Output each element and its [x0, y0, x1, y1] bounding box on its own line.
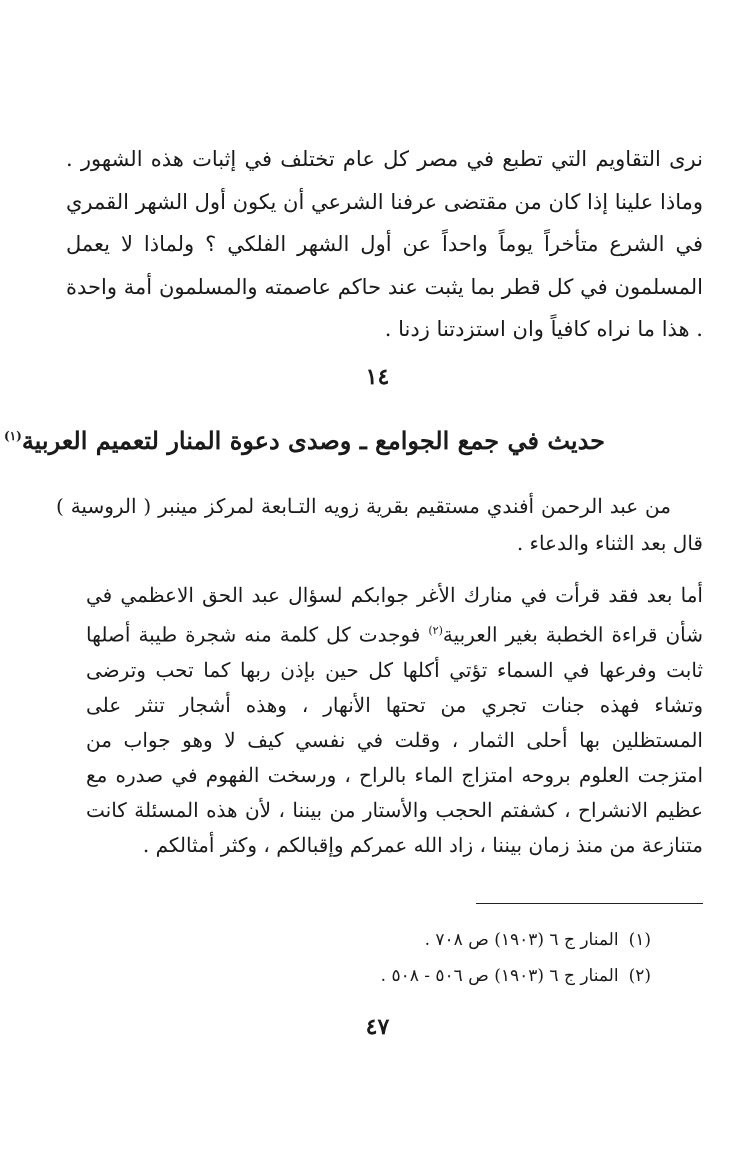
footnote-text: المنار ج ٦ (١٩٠٣) ص ٥٠٦ - ٥٠٨ . [380, 966, 619, 986]
footnotes-list [381, 922, 651, 994]
page-number: ٤٧ [365, 1014, 390, 1040]
footnote-number: (١) [628, 930, 651, 950]
footnote-text: المنار ج ٦ (١٩٠٣) ص ٧٠٨ . [424, 930, 619, 950]
letter-intro-text: من عبد الرحمن أفندي مستقيم بقرية زويه التـابعة لمركز مينبر ( الروسية ) قال بعد الثناء والدعاء . [56, 494, 703, 555]
section-title-footnote-mark: (١) [3, 429, 22, 443]
paragraph-calendar: نرى التقاويم التي تطبع في مصر كل عام تختلف في إثبات هذه الشهور . وماذا علينا إذا كان من مقتضى عرفنا الشرعي أن يكون أول الشهر القمري في الشرع متأخراً يوماً واحداً عن أول الشهر الفلكي ؟ ولماذا لا يعمل المسلمون في كل قطر بما يثبت عند حاكم عاصمته والمسلمون أمة واحدة . هذا ما نراه كافياً وان استزدتنا زدنا . [66, 147, 703, 341]
section-number: ١٤ [365, 364, 390, 390]
section-title-text: حديث في جمع الجوامع ـ وصدى دعوة المنار لتعميم العربية [21, 426, 605, 455]
footnote-item [381, 958, 651, 994]
section-title [4, 426, 605, 455]
letter-footnote-mark: (٢) [428, 624, 443, 637]
footnote-divider [476, 903, 703, 904]
footnote-item [381, 922, 651, 958]
letter-intro [56, 488, 703, 562]
footnote-number: (٢) [628, 966, 651, 986]
letter-body [86, 578, 703, 863]
letter-body-text-start: أما بعد فقد قرأت في منارك الأغر جوابكم لسؤال عبد الحق الاعظمي في شأن قراءة الخطبة بغير العربية [86, 583, 704, 647]
letter-body-text-end: فوجدت كل كلمة منه شجرة طيبة أصلها ثابت وفرعها في السماء تؤتي أكلها كل حين بإذن ربها كما تحب وترضى وتشاء فهذه جنات تجري من تحتها الأنهار ، وهذه أشجار تنثر على المستظلين بها أحلى الثمار ، وقلت في نفسي كيف لا وهو جواب من امتزجت العلوم بروحه امتزاج الماء بالراح ، ورسخت الفهوم في صدره مع عظيم الانشراح ، كشفتم الحجب والأستار من بيننا ، لأن هذه المسئلة كانت متنازعة من منذ زمان بيننا ، زاد الله عمركم وإقبالكم ، وكثر أمثالكم . [86, 622, 703, 857]
